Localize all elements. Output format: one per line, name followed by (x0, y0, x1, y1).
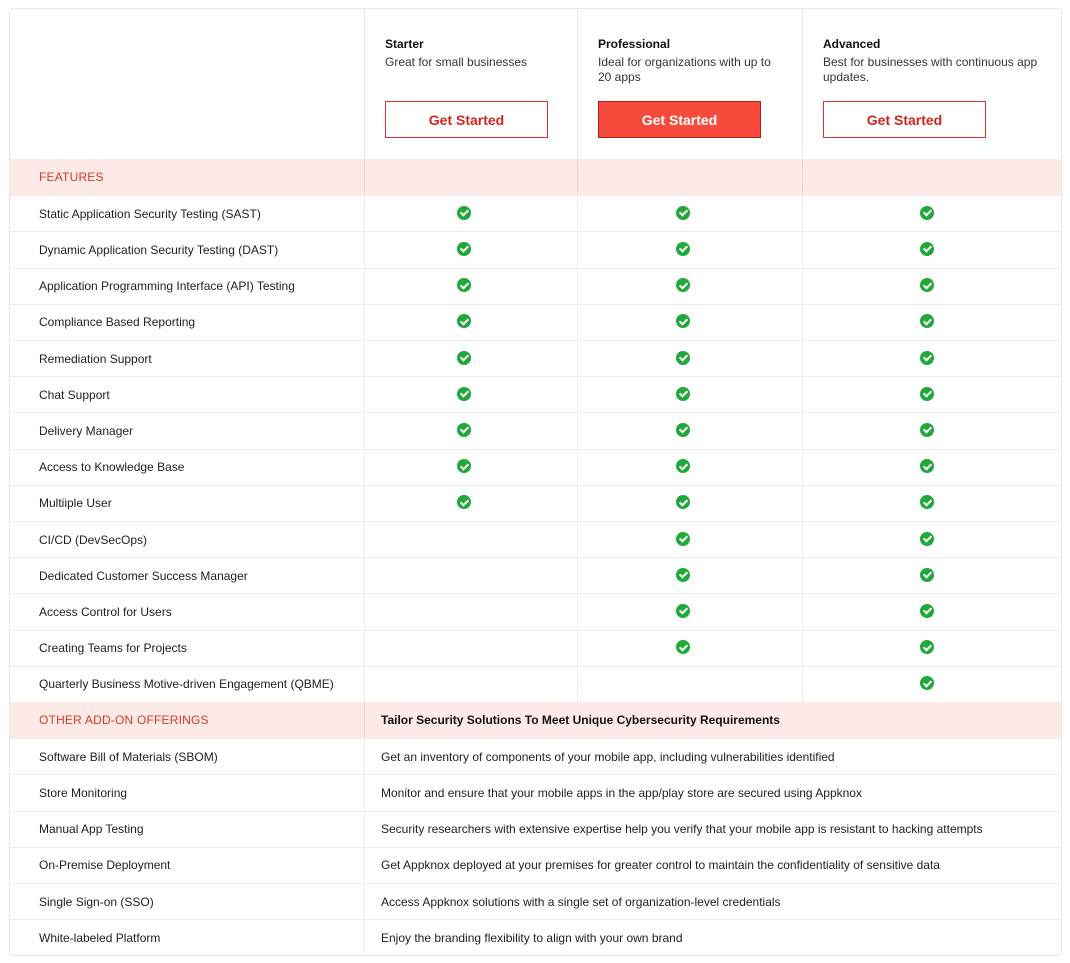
feature-label: Multiiple User (39, 496, 112, 511)
professional-cell (577, 269, 802, 304)
check-circle-icon (676, 495, 690, 509)
plan-description: Great for small businesses (385, 55, 528, 69)
plan-description: Best for businesses with continuous app updates. (823, 55, 1038, 84)
starter-cell (364, 594, 577, 629)
check-circle-icon (457, 495, 471, 509)
professional-cell (577, 232, 802, 267)
advanced-cell (802, 341, 1062, 376)
starter-cell (364, 631, 577, 666)
feature-label: CI/CD (DevSecOps) (39, 532, 148, 547)
section-cell (577, 159, 802, 195)
check-circle-icon (676, 459, 690, 473)
feature-row (10, 340, 1062, 376)
starter-cell (364, 413, 577, 448)
feature-label: Dynamic Application Security Testing (DAST) (39, 242, 279, 257)
section-title: FEATURES (39, 170, 104, 184)
plan-advanced (802, 9, 1062, 159)
advanced-cell (802, 269, 1062, 304)
section-cell (364, 159, 577, 195)
feature-label: Quarterly Business Motive-driven Engagement (QBME) (39, 677, 334, 692)
starter-cell (364, 269, 577, 304)
plan-name: Starter (385, 37, 424, 51)
advanced-cell (802, 558, 1062, 593)
starter-cell (364, 667, 577, 702)
plan-professional (577, 9, 802, 159)
starter-cell (364, 341, 577, 376)
addon-label: On-Premise Deployment (39, 858, 171, 873)
check-circle-icon (676, 314, 690, 328)
addon-label: Store Monitoring (39, 785, 128, 800)
addon-row (10, 738, 1062, 774)
feature-row (10, 304, 1062, 340)
advanced-cell (802, 305, 1062, 340)
starter-cell (364, 305, 577, 340)
check-circle-icon (920, 604, 934, 618)
check-circle-icon (920, 242, 934, 256)
check-circle-icon (676, 423, 690, 437)
check-circle-icon (457, 387, 471, 401)
check-circle-icon (676, 532, 690, 546)
plan-name: Professional (598, 37, 671, 51)
section-subtitle: Tailor Security Solutions To Meet Unique Cybersecurity Requirements (364, 702, 1062, 738)
professional-cell (577, 450, 802, 485)
professional-cell (577, 196, 802, 231)
addon-description: Get Appknox deployed at your premises for greater control to maintain the confidentiality of sensitive data (364, 848, 1062, 883)
advanced-cell (802, 594, 1062, 629)
addon-description: Monitor and ensure that your mobile apps in the app/play store are secured using Appknox (364, 775, 1062, 810)
feature-row (10, 195, 1062, 231)
feature-row (10, 412, 1062, 448)
check-circle-icon (920, 423, 934, 437)
feature-label: Dedicated Customer Success Manager (39, 568, 248, 583)
addon-description: Access Appknox solutions with a single set of organization-level credentials (364, 884, 1062, 919)
feature-row (10, 485, 1062, 521)
addon-row (10, 919, 1062, 955)
advanced-cell (802, 232, 1062, 267)
check-circle-icon (920, 676, 934, 690)
check-circle-icon (920, 206, 934, 220)
check-circle-icon (457, 351, 471, 365)
professional-cell (577, 486, 802, 521)
advanced-cell (802, 377, 1062, 412)
addon-label: Manual App Testing (39, 822, 144, 837)
starter-cell (364, 377, 577, 412)
plan-description: Ideal for organizations with up to 20 apps (598, 55, 771, 84)
check-circle-icon (920, 532, 934, 546)
starter-cell (364, 196, 577, 231)
professional-cell (577, 341, 802, 376)
feature-label: Compliance Based Reporting (39, 315, 196, 330)
check-circle-icon (920, 387, 934, 401)
feature-label: Application Programming Interface (API) Testing (39, 279, 295, 294)
advanced-cell (802, 667, 1062, 702)
starter-cell (364, 522, 577, 557)
feature-row (10, 449, 1062, 485)
check-circle-icon (457, 206, 471, 220)
check-circle-icon (457, 242, 471, 256)
professional-get-started-button[interactable]: Get Started (598, 101, 761, 138)
professional-cell (577, 594, 802, 629)
check-circle-icon (457, 423, 471, 437)
starter-cell (364, 486, 577, 521)
advanced-cell (802, 450, 1062, 485)
advanced-get-started-button[interactable]: Get Started (823, 101, 986, 138)
check-circle-icon (676, 640, 690, 654)
check-circle-icon (676, 604, 690, 618)
plans-header (10, 9, 1062, 159)
professional-cell (577, 413, 802, 448)
starter-get-started-button[interactable]: Get Started (385, 101, 548, 138)
starter-cell (364, 450, 577, 485)
check-circle-icon (920, 459, 934, 473)
check-circle-icon (676, 206, 690, 220)
addons-section-header (10, 702, 1062, 738)
plan-name: Advanced (823, 37, 881, 51)
feature-row (10, 268, 1062, 304)
professional-cell (577, 667, 802, 702)
feature-label: Remediation Support (39, 351, 152, 366)
addon-row (10, 847, 1062, 883)
feature-label: Delivery Manager (39, 423, 134, 438)
advanced-cell (802, 413, 1062, 448)
feature-row (10, 630, 1062, 666)
professional-cell (577, 377, 802, 412)
feature-row (10, 231, 1062, 267)
feature-row (10, 593, 1062, 629)
addon-row (10, 774, 1062, 810)
feature-row (10, 557, 1062, 593)
feature-label: Creating Teams for Projects (39, 641, 187, 656)
check-circle-icon (920, 568, 934, 582)
check-circle-icon (676, 242, 690, 256)
advanced-cell (802, 631, 1062, 666)
pricing-comparison-table (9, 8, 1062, 956)
check-circle-icon (676, 387, 690, 401)
section-title: OTHER ADD-ON OFFERINGS (39, 713, 209, 727)
addon-description: Get an inventory of components of your mobile app, including vulnerabilities identified (364, 739, 1062, 774)
professional-cell (577, 305, 802, 340)
addon-row (10, 883, 1062, 919)
feature-label: Static Application Security Testing (SAST) (39, 206, 261, 221)
feature-label: Access to Knowledge Base (39, 460, 185, 475)
check-circle-icon (676, 568, 690, 582)
advanced-cell (802, 196, 1062, 231)
check-circle-icon (676, 351, 690, 365)
addon-description: Security researchers with extensive expertise help you verify that your mobile app is resistant to hacking attempts (364, 812, 1062, 847)
addon-label: White-labeled Platform (39, 930, 161, 945)
professional-cell (577, 631, 802, 666)
feature-row (10, 376, 1062, 412)
plan-starter (364, 9, 577, 159)
feature-label: Chat Support (39, 387, 110, 402)
check-circle-icon (457, 314, 471, 328)
starter-cell (364, 232, 577, 267)
section-cell (802, 159, 1062, 195)
advanced-cell (802, 522, 1062, 557)
professional-cell (577, 522, 802, 557)
check-circle-icon (920, 351, 934, 365)
feature-label: Access Control for Users (39, 604, 172, 619)
check-circle-icon (920, 495, 934, 509)
addon-row (10, 811, 1062, 847)
starter-cell (364, 558, 577, 593)
professional-cell (577, 558, 802, 593)
check-circle-icon (920, 314, 934, 328)
check-circle-icon (457, 278, 471, 292)
addon-description: Enjoy the branding flexibility to align with your own brand (364, 920, 1062, 955)
check-circle-icon (676, 278, 690, 292)
check-circle-icon (920, 640, 934, 654)
addon-label: Single Sign-on (SSO) (39, 894, 154, 909)
check-circle-icon (457, 459, 471, 473)
advanced-cell (802, 486, 1062, 521)
addon-label: Software Bill of Materials (SBOM) (39, 749, 218, 764)
check-circle-icon (920, 278, 934, 292)
feature-row (10, 521, 1062, 557)
features-section-header (10, 159, 1062, 195)
feature-row (10, 666, 1062, 702)
